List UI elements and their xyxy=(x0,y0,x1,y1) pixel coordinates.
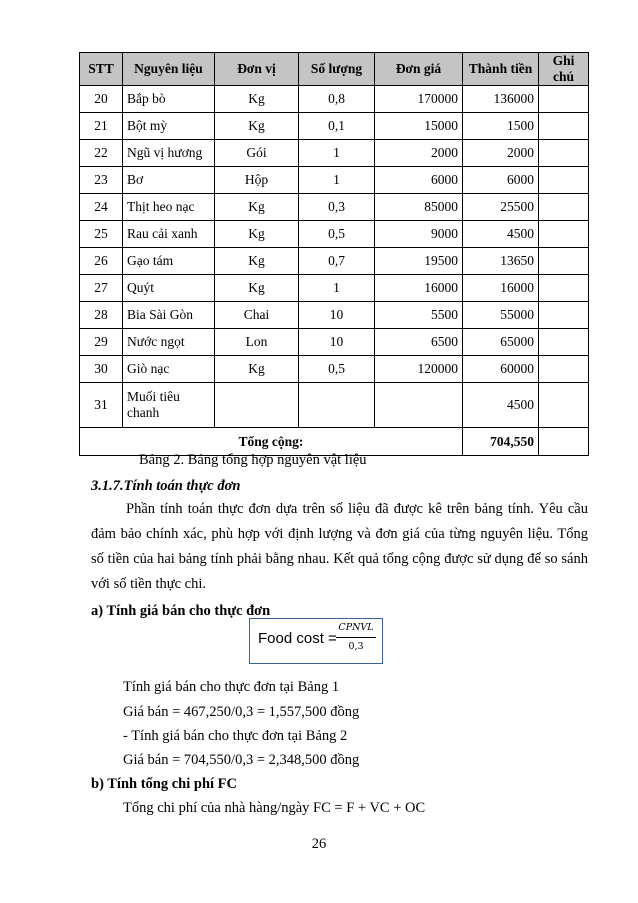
col-header-stt: STT xyxy=(80,53,123,86)
cell-amount: 65000 xyxy=(463,329,539,356)
calc-line-4: Giá bán = 704,550/0,3 = 2,348,500 đồng xyxy=(123,752,360,768)
cell-quantity: 10 xyxy=(299,302,375,329)
fraction-bar xyxy=(336,637,376,638)
cell-note xyxy=(539,356,589,383)
calc-line-1: Tính giá bán cho thực đơn tại Bảng 1 xyxy=(123,679,340,695)
cell-unit: Kg xyxy=(215,194,299,221)
cell-unit: Kg xyxy=(215,221,299,248)
cell-quantity: 1 xyxy=(299,140,375,167)
cell-note xyxy=(539,329,589,356)
cell-quantity xyxy=(299,383,375,428)
cell-amount: 1500 xyxy=(463,113,539,140)
cell-unit-price: 19500 xyxy=(375,248,463,275)
cell-quantity: 0,8 xyxy=(299,86,375,113)
cell-ingredient: Muối tiêu chanh xyxy=(123,383,215,428)
cell-ingredient: Bơ xyxy=(123,167,215,194)
table-row xyxy=(80,86,589,113)
cell-stt: 27 xyxy=(80,275,123,302)
table-row xyxy=(80,221,589,248)
cell-unit: Kg xyxy=(215,248,299,275)
cell-unit: Hộp xyxy=(215,167,299,194)
cell-note xyxy=(539,248,589,275)
table-header-row xyxy=(80,53,589,86)
cell-unit-price: 15000 xyxy=(375,113,463,140)
cell-stt: 26 xyxy=(80,248,123,275)
col-header-ingredient: Nguyên liệu xyxy=(123,53,215,86)
cell-amount: 55000 xyxy=(463,302,539,329)
cell-unit-price: 6000 xyxy=(375,167,463,194)
formula-denominator: 0,3 xyxy=(348,641,364,652)
table-row xyxy=(80,113,589,140)
cell-amount: 13650 xyxy=(463,248,539,275)
cell-stt: 24 xyxy=(80,194,123,221)
cell-unit-price: 170000 xyxy=(375,86,463,113)
table-row xyxy=(80,329,589,356)
cell-unit-price: 2000 xyxy=(375,140,463,167)
cell-unit: Lon xyxy=(215,329,299,356)
cell-note xyxy=(539,383,589,428)
cell-stt: 21 xyxy=(80,113,123,140)
cell-stt: 22 xyxy=(80,140,123,167)
cell-ingredient: Giò nạc xyxy=(123,356,215,383)
cell-quantity: 0,1 xyxy=(299,113,375,140)
table-row xyxy=(80,167,589,194)
cell-note xyxy=(539,221,589,248)
formula-lhs: Food cost = xyxy=(258,630,337,647)
col-header-amount: Thành tiền xyxy=(463,53,539,86)
fc-line: Tổng chi phí của nhà hàng/ngày FC = F + VC + OC xyxy=(123,800,426,816)
cell-unit: Chai xyxy=(215,302,299,329)
cell-ingredient: Bia Sài Gòn xyxy=(123,302,215,329)
cell-ingredient: Gạo tám xyxy=(123,248,215,275)
cell-unit: Kg xyxy=(215,275,299,302)
cell-unit-price: 85000 xyxy=(375,194,463,221)
total-value: 704,550 xyxy=(463,428,539,456)
cell-amount: 2000 xyxy=(463,140,539,167)
cell-note xyxy=(539,275,589,302)
cell-quantity: 1 xyxy=(299,275,375,302)
cell-stt: 25 xyxy=(80,221,123,248)
cell-quantity: 10 xyxy=(299,329,375,356)
cell-unit: Gói xyxy=(215,140,299,167)
body-paragraph xyxy=(91,497,588,597)
materials-table xyxy=(79,52,589,456)
formula-numerator: CPNVL xyxy=(338,622,374,633)
cell-stt: 30 xyxy=(80,356,123,383)
cell-ingredient: Quýt xyxy=(123,275,215,302)
cell-ingredient: Thịt heo nạc xyxy=(123,194,215,221)
col-header-note: Ghi chú xyxy=(539,53,589,86)
col-header-unit-price: Đơn giá xyxy=(375,53,463,86)
cell-quantity: 0,7 xyxy=(299,248,375,275)
cell-unit-price xyxy=(375,383,463,428)
cell-ingredient: Rau cải xanh xyxy=(123,221,215,248)
cell-unit-price: 6500 xyxy=(375,329,463,356)
cell-amount: 16000 xyxy=(463,275,539,302)
total-note-cell xyxy=(539,428,589,456)
cell-amount: 60000 xyxy=(463,356,539,383)
cell-note xyxy=(539,86,589,113)
section-heading-3-1-7: 3.1.7.Tính toán thực đơn xyxy=(91,478,241,494)
formula-fraction xyxy=(336,622,376,653)
cell-unit: Kg xyxy=(215,113,299,140)
col-header-quantity: Số lượng xyxy=(299,53,375,86)
cell-quantity: 1 xyxy=(299,167,375,194)
table-row xyxy=(80,302,589,329)
cell-stt: 28 xyxy=(80,302,123,329)
table-row xyxy=(80,248,589,275)
cell-stt: 20 xyxy=(80,86,123,113)
cell-unit: Kg xyxy=(215,356,299,383)
cell-amount: 4500 xyxy=(463,221,539,248)
cell-unit-price: 9000 xyxy=(375,221,463,248)
cell-note xyxy=(539,302,589,329)
cell-stt: 31 xyxy=(80,383,123,428)
table-row xyxy=(80,383,589,428)
cell-note xyxy=(539,194,589,221)
table-caption: Bảng 2. Bảng tổng hợp nguyên vật liệu xyxy=(139,452,367,468)
cell-amount: 136000 xyxy=(463,86,539,113)
page-number: 26 xyxy=(311,836,327,852)
col-header-unit: Đơn vị xyxy=(215,53,299,86)
heading-a: a) Tính giá bán cho thực đơn xyxy=(91,603,271,619)
table-row xyxy=(80,194,589,221)
cell-unit-price: 16000 xyxy=(375,275,463,302)
cell-ingredient: Bắp bò xyxy=(123,86,215,113)
food-cost-formula xyxy=(249,618,383,664)
cell-amount: 4500 xyxy=(463,383,539,428)
body-paragraph-text: Phần tính toán thực đơn dựa trên số liệu đã được kê trên bảng tính. Yêu cầu đảm bảo chính xác, phù hợp với định lượng và đơn giá của từng nguyên liệu. Tổng số tiền của hai bảng tính phải bằng nhau. Kết quả tổng cộng được sử dụng để so sánh với số tiền thực chi. xyxy=(91,501,588,592)
cell-unit-price: 5500 xyxy=(375,302,463,329)
total-label: Tổng cộng: xyxy=(80,428,463,456)
calc-line-3: - Tính giá bán cho thực đơn tại Bảng 2 xyxy=(123,728,348,744)
calc-line-2: Giá bán = 467,250/0,3 = 1,557,500 đồng xyxy=(123,704,360,720)
cell-ingredient: Ngũ vị hương xyxy=(123,140,215,167)
cell-unit: Kg xyxy=(215,86,299,113)
cell-unit xyxy=(215,383,299,428)
table-row xyxy=(80,356,589,383)
cell-note xyxy=(539,140,589,167)
cell-amount: 25500 xyxy=(463,194,539,221)
cell-stt: 23 xyxy=(80,167,123,194)
cell-quantity: 0,5 xyxy=(299,221,375,248)
heading-b: b) Tính tổng chi phí FC xyxy=(91,776,237,792)
cell-note xyxy=(539,167,589,194)
cell-amount: 6000 xyxy=(463,167,539,194)
cell-quantity: 0,5 xyxy=(299,356,375,383)
table-row xyxy=(80,275,589,302)
cell-stt: 29 xyxy=(80,329,123,356)
cell-unit-price: 120000 xyxy=(375,356,463,383)
table-row xyxy=(80,140,589,167)
cell-note xyxy=(539,113,589,140)
cell-ingredient: Bột mỳ xyxy=(123,113,215,140)
cell-ingredient: Nước ngọt xyxy=(123,329,215,356)
cell-quantity: 0,3 xyxy=(299,194,375,221)
